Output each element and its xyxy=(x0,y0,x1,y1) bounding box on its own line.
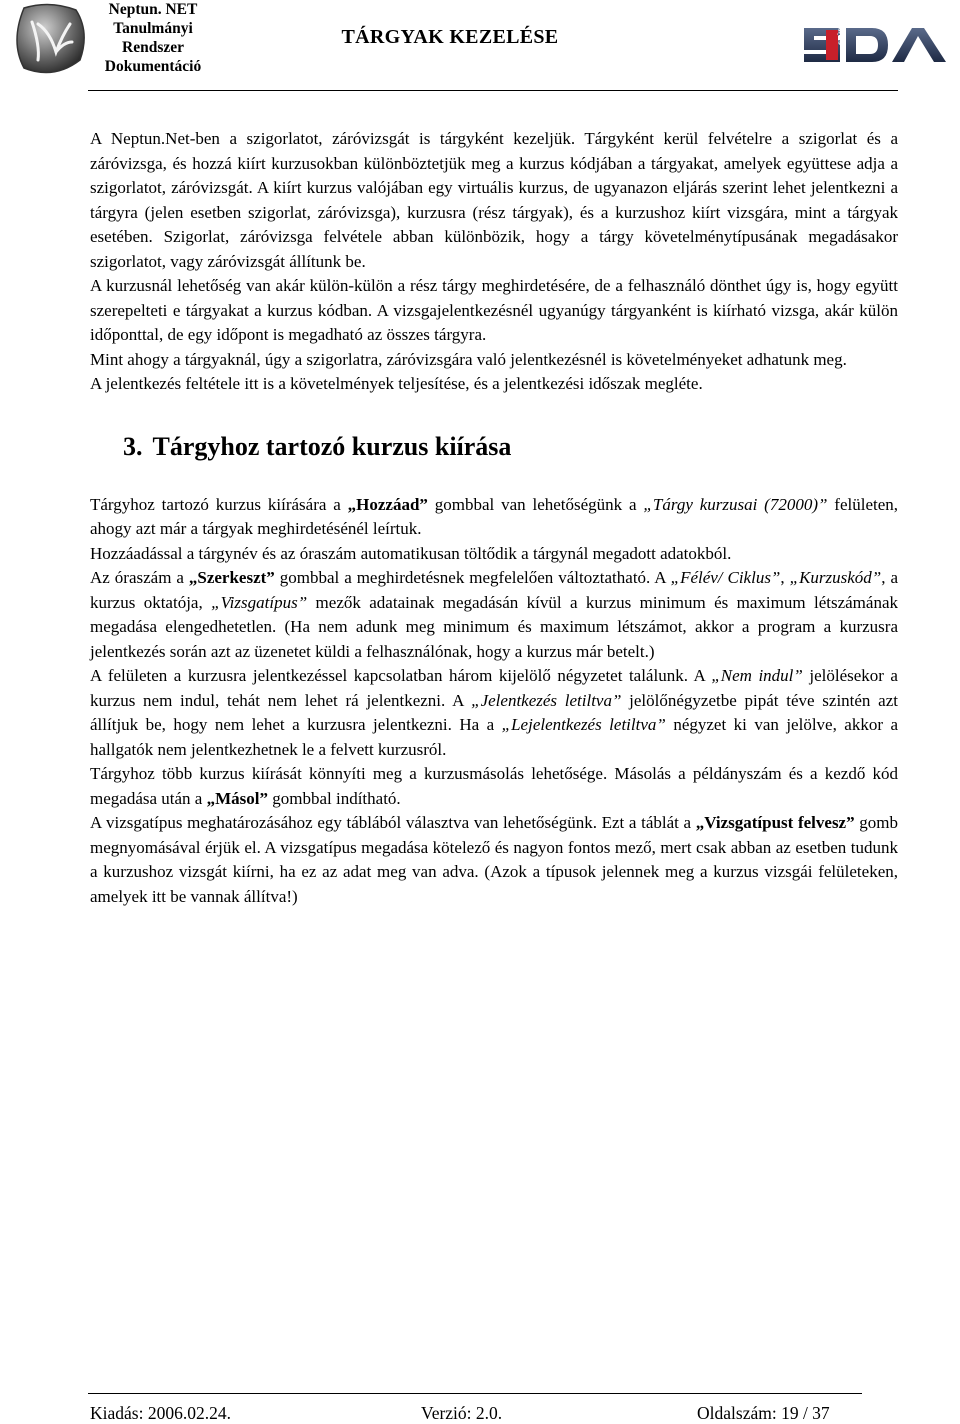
text-run: A vizsgatípus meghatározásához egy táblából választva van lehetőségünk. Ezt a táblát a xyxy=(90,813,696,832)
section-paragraph xyxy=(90,493,898,542)
footer-divider xyxy=(88,1393,862,1394)
neptun-logo-icon xyxy=(10,2,90,76)
document-body xyxy=(90,127,898,909)
text-run: gomb megnyomásával érjük el. A vizsgatípus megadása kötelező és nagyon fontos mező, mert csak abban az esetben tudunk a kurzushoz vizsgát kiírni, ha ez az adat meg van adva. (Azok a típusok jelennek meg a kurzus vizsgái felületeken, amelyek itt be vannak állítva!) xyxy=(90,813,898,906)
footer-page-number: Oldalszám: 19 / 37 xyxy=(697,1403,830,1423)
screen-reference: „Tárgy kurzusai (72000)” xyxy=(643,494,828,514)
field-reference: „Kurzuskód” xyxy=(789,568,882,587)
section-paragraph xyxy=(90,664,898,762)
chapter-title: TÁRGYAK KEZELÉSE xyxy=(341,26,559,48)
section-heading xyxy=(123,431,898,463)
checkbox-reference: „Jelentkezés letiltva” xyxy=(471,690,622,710)
doc-id-line: Neptun. NET xyxy=(108,1,198,18)
doc-id-line: Tanulmányi xyxy=(113,20,193,37)
section-title: Tárgyhoz tartozó kurzus kiírása xyxy=(152,431,512,461)
sda-studio-logo-icon xyxy=(800,18,955,70)
button-reference: „Vizsgatípust felvesz” xyxy=(695,813,855,832)
section-paragraph xyxy=(90,566,898,664)
text-run: , a kurzus oktatója, xyxy=(90,568,898,612)
checkbox-reference: „Nem indul” xyxy=(711,666,803,685)
text-run: jelölésekor a kurzus nem indul, tehát nem lehet rá jelentkezni. A xyxy=(90,666,898,710)
text-run: felületen, ahogy azt már a tárgyak meghirdetésénél leírtuk. xyxy=(90,494,899,538)
text-run: gombbal a meghirdetésnek megfelelően változtatható. A xyxy=(274,568,671,587)
section-paragraph: Hozzáadással a tárgynév és az óraszám automatikusan töltődik a tárgynál megadott adatokból. xyxy=(90,543,732,563)
field-reference: „Vizsgatípus” xyxy=(211,592,308,612)
text-run: A felületen a kurzusra jelentkezéssel kapcsolatban három kijelölő négyzetet találunk. A xyxy=(90,666,712,685)
text-run: Tárgyhoz több kurzus kiírását könnyíti meg a kurzusmásolás lehetősége. Másolás a példányszám és a kezdő kód megadása után a xyxy=(90,764,898,808)
field-reference: „Félév/ Ciklus” xyxy=(670,568,781,587)
text-run: Az óraszám a xyxy=(90,568,189,587)
text-run: gombbal van lehetőségünk a xyxy=(427,494,644,514)
button-reference: „Hozzáad” xyxy=(347,494,428,514)
text-run: , xyxy=(780,568,790,587)
text-run: Tárgyhoz tartozó kurzus kiírására a xyxy=(90,494,348,514)
document-identifier xyxy=(92,0,214,76)
text-run: gombbal indítható. xyxy=(267,788,401,808)
doc-id-line: Dokumentáció xyxy=(104,58,202,75)
intro-paragraph: A Neptun.Net-ben a szigorlatot, záróvizsgát is tárgyként kezeljük. Tárgyként kerül felvételre a szigorlat és a záróvizsga, és hozzá kiírt kurzusokban különböztetjük meg a kurzus kódjában a tárgyakat, amelyek együttese adja a szigorlatot, záróvizsgát. A kiírt kurzus valójában egy virtuális kurzus, de ugyanazon eljárás szerint lehet jelentkezni a tárgyra (jelen esetben szigorlat, záróvizsga), kurzusra (rész tárgyak), és a kurzushoz kiírt vizsgára, mint a tárgyak esetében. Szigorlat, záróvizsga felvétele abban különbözik, hogy a tárgy követelménytípusának megadásakor szigorlatot, vagy záróvizsgát állítunk be. xyxy=(90,129,898,271)
logo-sub-text: STÚDIÓ xyxy=(838,19,845,45)
text-run: négyzet ki van jelölve, akkor a hallgatók nem jelentkezhetnek le a felvett kurzusról. xyxy=(90,715,899,759)
header-divider xyxy=(88,90,898,91)
button-reference: „Másol” xyxy=(206,788,268,808)
section-paragraph xyxy=(90,811,898,909)
intro-paragraph: A jelentkezés feltétele itt is a követelmények teljesítése, és a jelentkezési időszak megléte. xyxy=(90,374,703,393)
intro-paragraph: Mint ahogy a tárgyaknál, úgy a szigorlatra, záróvizsgára való jelentkezésnél is követelményeket adhatunk meg. xyxy=(90,349,847,369)
checkbox-reference: „Lejelentkezés letiltva” xyxy=(501,715,666,734)
page-header xyxy=(0,0,960,80)
section-paragraph xyxy=(90,762,898,811)
intro-paragraph: A kurzusnál lehetőség van akár külön-külön a rész tárgy meghirdetésére, de a felhasználó dönthet úgy is, hogy együtt szerepelteti e tárgyakat a kurzus kódban. A vizsgajelentkezésnél ugyanúgy tárgyanként is kiírható vizsga, akár külön időponttal, de egy időpont is megadható az összes tárgyra. xyxy=(90,276,898,344)
button-reference: „Szerkeszt” xyxy=(188,568,275,587)
text-run: jelölőnégyzetbe pipát téve szintén azt állítjuk be, hogy nem lehet a kurzusra jelentkezni. Ha a xyxy=(90,690,898,734)
section-number: 3. xyxy=(123,431,143,461)
footer-version: Verzió: 2.0. xyxy=(421,1403,503,1423)
footer-issue-date: Kiadás: 2006.02.24. xyxy=(90,1403,231,1423)
doc-id-line: Rendszer xyxy=(122,39,184,56)
text-run: mezők adatainak megadásán kívül a kurzus minimum és maximum létszámának megadása elengedhetetlen. (Ha nem adunk meg minimum és maximum létszámot, akkor a program a kurzusra jelentkezés során azt az üzenetet küldi a felhasználónak, hogy a kurzus már betelt.) xyxy=(90,592,898,661)
